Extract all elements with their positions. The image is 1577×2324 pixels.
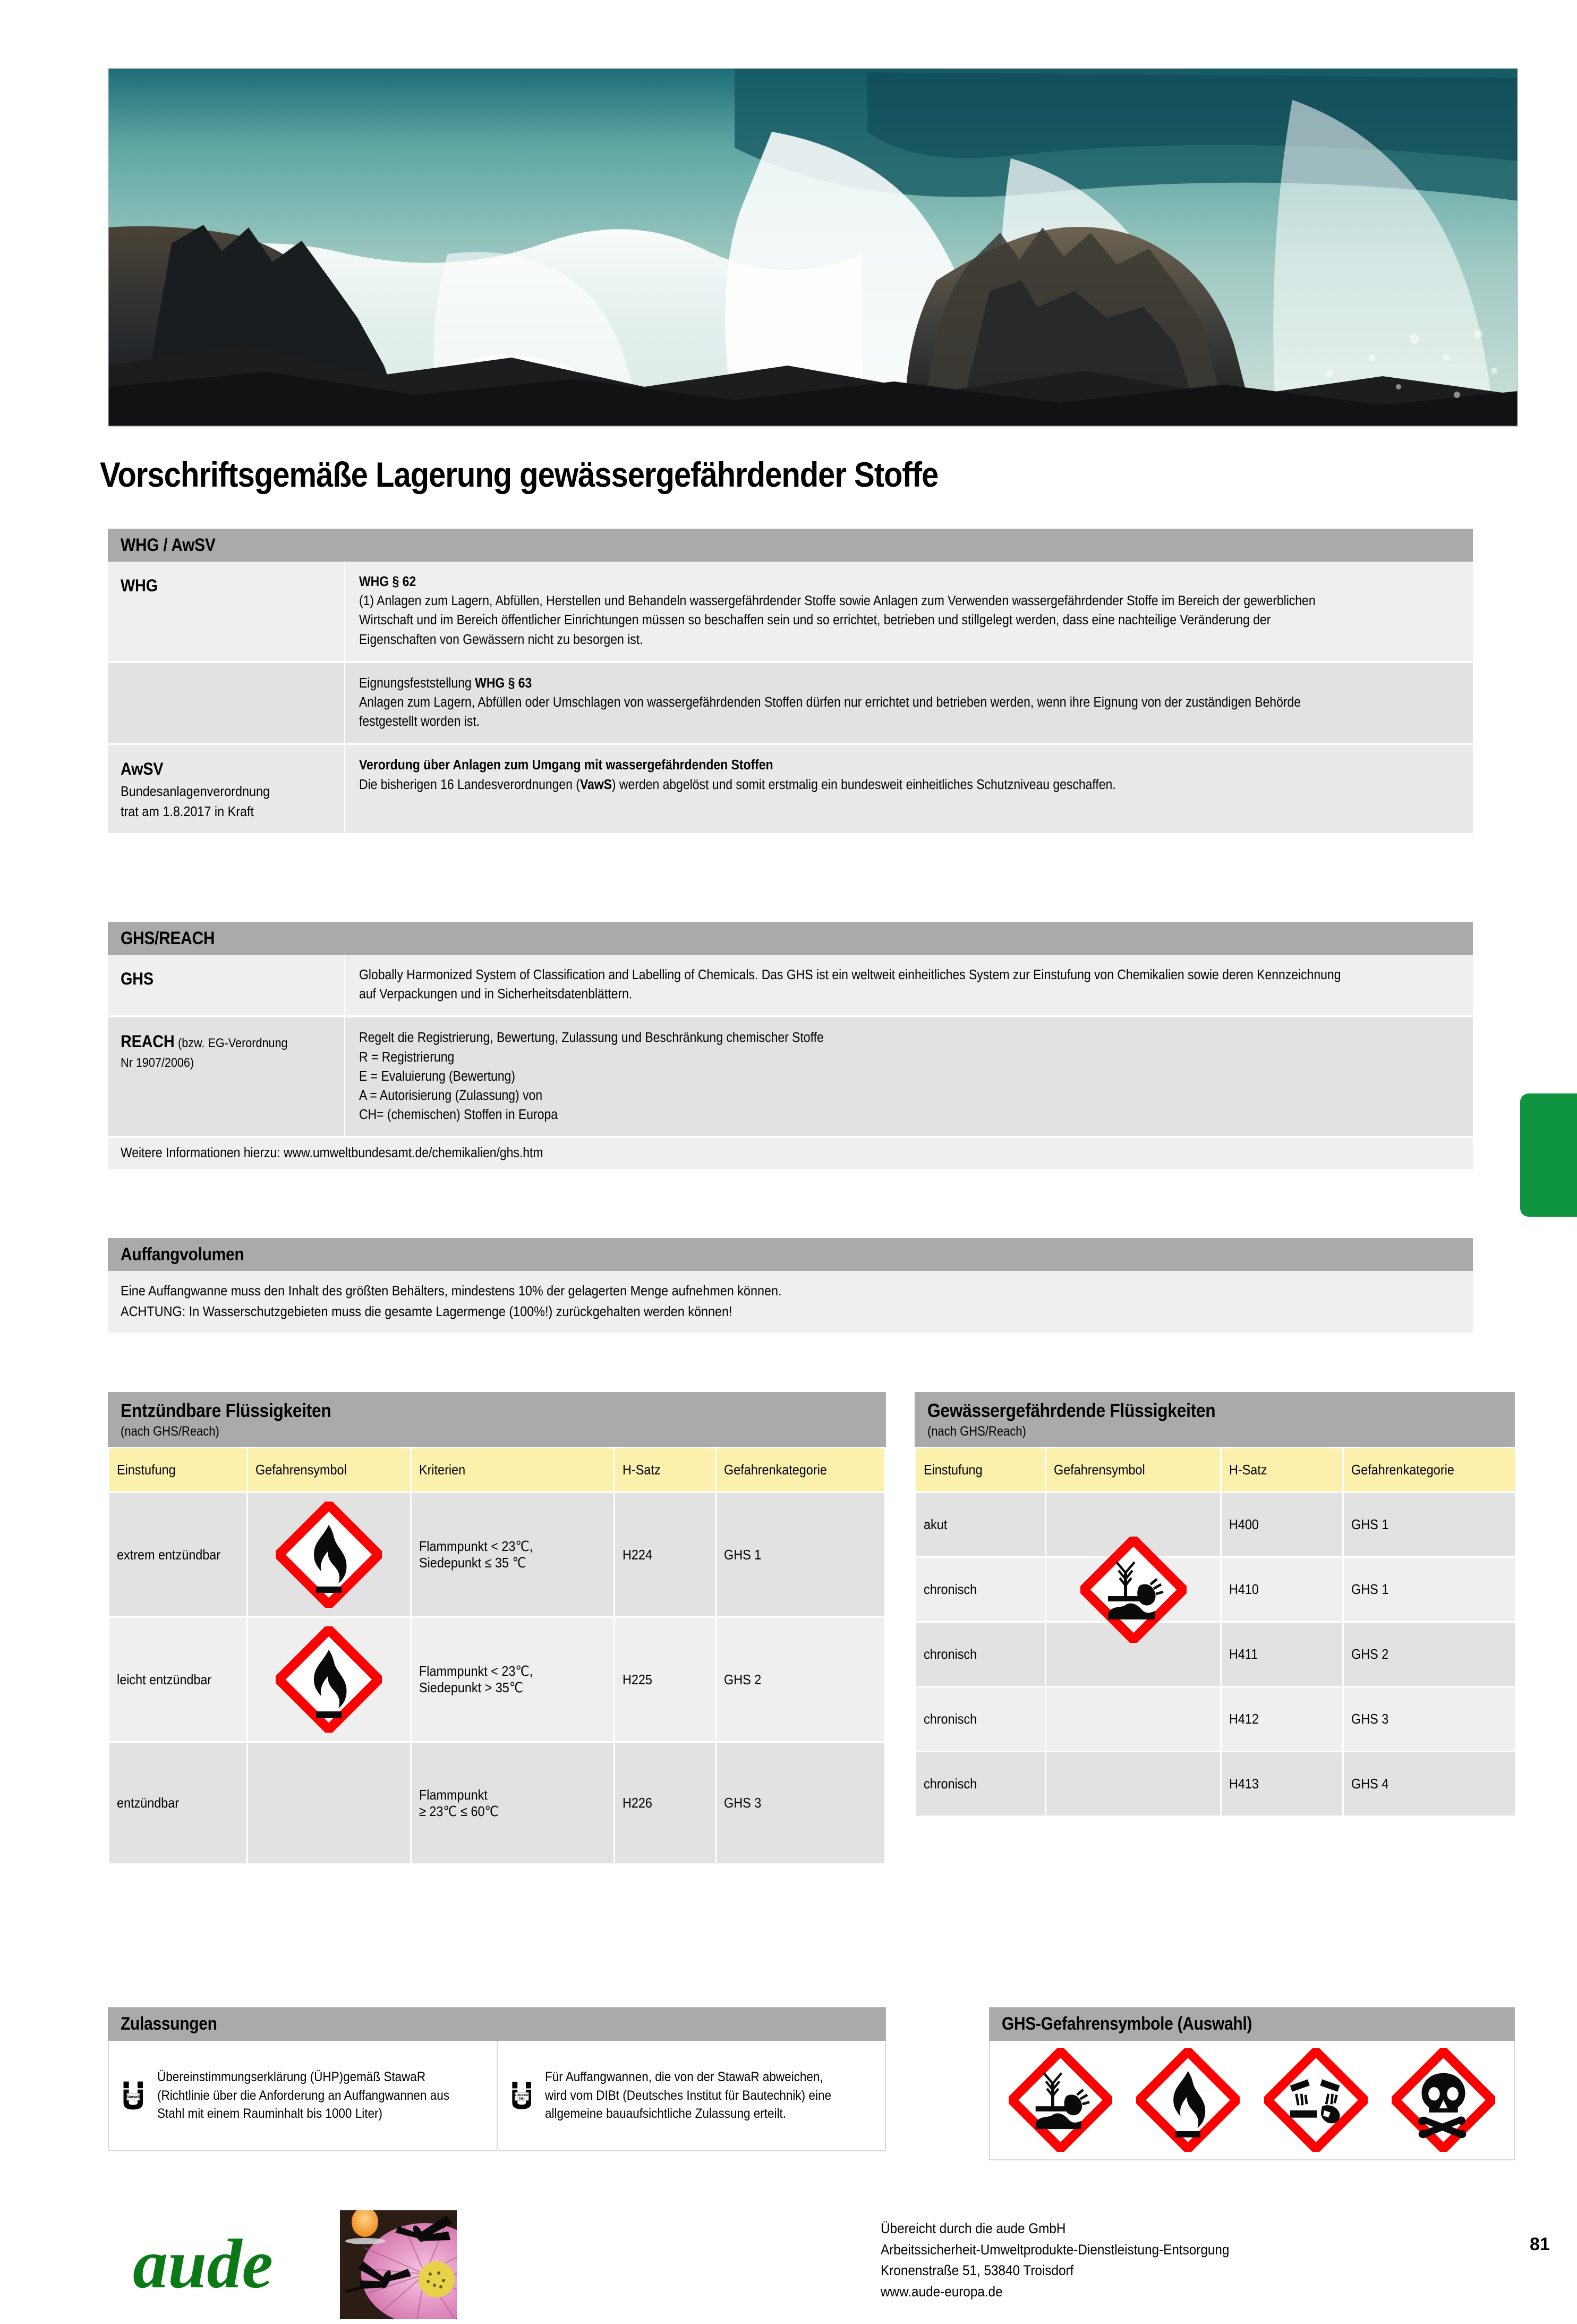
whg-63-heading-prefix: Eignungsfeststellung <box>359 675 475 691</box>
zulassungen-item-stawar <box>109 2041 497 2150</box>
awsv-label-cell <box>108 745 344 833</box>
cell-einstufung <box>916 1622 1046 1687</box>
cell-kategorie <box>1343 1492 1516 1557</box>
cell-einstufung-text: chronisch <box>924 1646 977 1662</box>
cell-kategorie-text: GHS 3 <box>1351 1711 1389 1727</box>
section-auffangvolumen <box>108 1238 1473 1333</box>
table-water-hazard-title: Gewässergefährdende Flüssigkeiten <box>927 1400 1216 1421</box>
section-ghs-symbols <box>989 2007 1515 2160</box>
col-gefahrensymbol <box>1046 1448 1221 1492</box>
cell-h-satz-text: H411 <box>1229 1646 1258 1662</box>
ghs05-corrosion-icon <box>1264 2048 1368 2152</box>
ghs02-flame-icon <box>255 1626 403 1733</box>
cell-kategorie-text: GHS 2 <box>1351 1646 1389 1662</box>
cell-kriterien-line-1: Flammpunkt < 23℃, <box>419 1538 533 1554</box>
section-header-ghs-symbols-label: GHS-Gefahrensymbole (Auswahl) <box>1002 2014 1252 2034</box>
col-h-satz-label: H-Satz <box>622 1462 661 1478</box>
cell-einstufung-text: chronisch <box>924 1711 977 1727</box>
reach-label-small: (bzw. EG-Verordnung <box>178 1036 288 1051</box>
reach-label: REACH <box>121 1032 175 1051</box>
col-kriterien <box>411 1448 614 1492</box>
awsv-sublabel-2: trat am 1.8.2017 in Kraft <box>121 803 254 819</box>
cell-kategorie <box>1343 1557 1516 1622</box>
cell-symbol <box>247 1617 411 1742</box>
reach-label-wrap <box>121 1029 313 1054</box>
section-header-ghs-reach <box>108 922 1473 955</box>
cell-kategorie <box>715 1492 885 1617</box>
ghs09-environment-icon <box>1009 2048 1112 2152</box>
col-kriterien-label: Kriterien <box>419 1462 465 1478</box>
cell-kategorie-text: GHS 1 <box>1351 1581 1389 1597</box>
zulassungen-body <box>108 2041 886 2151</box>
cell-kategorie-text: GHS 3 <box>723 1795 762 1811</box>
cell-einstufung <box>916 1687 1046 1752</box>
aude-logo-svg <box>127 2210 457 2319</box>
cell-kriterien-line-2: Siedepunkt ≤ 35 ℃ <box>419 1555 526 1571</box>
ghs-row <box>108 955 1473 1015</box>
zulassungen-item-dibt-text-wrap <box>545 2068 877 2123</box>
cell-kategorie <box>715 1617 885 1742</box>
cell-h-satz-text: H226 <box>622 1795 652 1811</box>
cell-kriterien <box>411 1742 614 1864</box>
footer-contact <box>881 2218 1268 2303</box>
ghs02-flame-icon-svg <box>276 1626 382 1733</box>
col-h-satz-label: H-Satz <box>1229 1462 1267 1478</box>
cell-einstufung-text: chronisch <box>924 1581 977 1597</box>
ghs-text: Globally Harmonized System of Classification and Labelling of Chemicals. Das GHS ist ein weltweit einheitliches System zur Einstufung von Chemikalien sowie deren Kennzeichnung auf Verpackungen und in Sicherheitsdatenblättern. <box>359 968 1341 1002</box>
table-row <box>109 1617 885 1742</box>
ghs-label: GHS <box>121 969 154 988</box>
awsv-text-pre: Die bisherigen 16 Landesverordnungen ( <box>359 777 580 792</box>
table-row <box>916 1687 1516 1752</box>
awsv-label: AwSV <box>121 759 164 779</box>
ghs-content-cell <box>344 955 1473 1015</box>
cell-symbol <box>247 1742 411 1864</box>
section-header-zulassungen-label: Zulassungen <box>121 2014 217 2034</box>
section-header-whg-awsv <box>108 529 1473 562</box>
reach-row <box>108 1017 1473 1136</box>
whg-63-block <box>359 674 1349 732</box>
cell-einstufung <box>109 1492 248 1617</box>
cell-h-satz <box>1221 1492 1343 1557</box>
cell-einstufung-text: akut <box>924 1516 948 1532</box>
ghs09-environment-icon <box>1080 1537 1187 1643</box>
reach-line-4: A = Autorisierung (Zulassung) von <box>359 1088 543 1104</box>
cell-kriterien-line-2: Siedepunkt > 35℃ <box>419 1680 523 1695</box>
col-gefahrensymbol <box>247 1448 411 1492</box>
aude-logo-flower <box>340 2210 457 2319</box>
awsv-content-cell <box>344 745 1473 833</box>
table-row <box>916 1622 1516 1687</box>
green-section-tab[interactable] <box>1520 1093 1577 1217</box>
table-flammable-header-row <box>109 1448 885 1492</box>
awsv-text-bold: VawS <box>579 777 612 792</box>
table-row <box>109 1492 885 1617</box>
col-h-satz <box>1221 1448 1343 1492</box>
table-flammable-grid <box>108 1447 886 1865</box>
ghs02-flame-icon <box>1136 2048 1240 2152</box>
cell-einstufung <box>916 1492 1046 1557</box>
reach-line-2: R = Registrierung <box>359 1049 455 1065</box>
table-flammable-subtitle: (nach GHS/Reach) <box>121 1424 219 1439</box>
table-flammable-title: Entzündbare Flüssigkeiten <box>121 1400 331 1421</box>
whg-row-whg-label-cell <box>108 562 344 661</box>
zulassungen-item-dibt-text: Für Auffangwannen, die von der StawaR abweichen, wird vom DIBt (Deutsches Institut für Bautechnik) eine allgemeine bauaufsichtliche Zulassung erteilt. <box>544 2069 831 2122</box>
section-zulassungen <box>108 2007 886 2151</box>
whg-row-awsv <box>108 745 1473 833</box>
table-water-hazard-header-row <box>916 1448 1516 1492</box>
col-gefahrenkategorie <box>715 1448 885 1492</box>
awsv-heading: Verordung über Anlagen zum Umgang mit wassergefährdenden Stoffen <box>359 758 773 773</box>
col-gefahrensymbol-label: Gefahrensymbol <box>1054 1462 1145 1478</box>
cell-einstufung-text: leicht entzündbar <box>117 1671 212 1687</box>
col-gefahrenkategorie <box>1343 1448 1516 1492</box>
whg-row-whg63-content-cell <box>344 663 1473 743</box>
whg-63-heading-bold: WHG § 63 <box>475 675 532 691</box>
table-flammable-liquids <box>108 1392 886 1865</box>
cell-einstufung <box>109 1617 248 1742</box>
cell-kategorie <box>1343 1752 1516 1817</box>
col-einstufung-label: Einstufung <box>117 1462 176 1478</box>
cell-h-satz-text: H412 <box>1229 1711 1259 1727</box>
section-header-whg-awsv-label: WHG / AwSV <box>121 535 216 555</box>
awsv-sublabel-1: Bundesanlagenverordnung <box>121 783 270 799</box>
reach-line-3: E = Evaluierung (Bewertung) <box>359 1068 516 1084</box>
zulassungen-item-stawar-text: Übereinstimmungserklärung (ÜHP)gemäß StawaR (Richtlinie über die Anforderung an Auffangwannen aus Stahl mit einem Rauminhalt bis 1000 Liter) <box>157 2069 449 2122</box>
hero-photo-wave <box>108 68 1518 427</box>
col-gefahrenkategorie-label: Gefahrenkategorie <box>1351 1462 1454 1478</box>
cell-h-satz <box>614 1742 715 1864</box>
cell-h-satz <box>614 1617 715 1742</box>
col-gefahrenkategorie-label: Gefahrenkategorie <box>723 1462 827 1478</box>
cell-einstufung-text: extrem entzündbar <box>117 1546 221 1563</box>
reach-line-5: CH= (chemischen) Stoffen in Europa <box>359 1107 558 1123</box>
section-header-ghs-symbols <box>989 2007 1515 2041</box>
cell-kategorie <box>715 1742 885 1864</box>
cell-kriterien <box>411 1617 614 1742</box>
cell-symbol <box>1046 1557 1221 1622</box>
table-row <box>916 1492 1516 1557</box>
whg-label: WHG <box>121 576 158 595</box>
cell-h-satz <box>1221 1622 1343 1687</box>
whg-63-heading <box>359 674 1349 693</box>
reach-line-1: Regelt die Registrierung, Bewertung, Zulassung und Beschränkung chemischer Stoffe <box>359 1030 824 1046</box>
cell-kategorie-text: GHS 2 <box>723 1671 762 1687</box>
ghs-further-info <box>108 1138 1473 1169</box>
cell-h-satz-text: H225 <box>622 1671 652 1687</box>
cell-kategorie-text: GHS 1 <box>1351 1516 1389 1532</box>
ghs-further-info-text: Weitere Informationen hierzu: www.umweltbundesamt.de/chemikalien/ghs.htm <box>121 1146 543 1161</box>
page-number: 81 <box>1530 2234 1550 2254</box>
col-h-satz <box>614 1448 715 1492</box>
ue-mark-stawar-label: StawaR <box>126 2094 141 2100</box>
cell-h-satz <box>1221 1752 1343 1817</box>
whg-row-whg63 <box>108 663 1473 743</box>
cell-h-satz <box>1221 1557 1343 1622</box>
awsv-text <box>359 775 1349 794</box>
whg-row-whg-content-cell <box>344 562 1473 661</box>
page-title: Vorschriftsgemäße Lagerung gewässergefährdender Stoffe <box>100 455 939 494</box>
whg-63-text: Anlagen zum Lagern, Abfüllen oder Umschlagen von wassergefährdenden Stoffen dürfen nur errichtet und betrieben werden, wenn ihre Eignung von der zuständigen Behörde festgestellt worden ist. <box>359 695 1301 730</box>
table-row <box>916 1752 1516 1817</box>
ghs-label-cell <box>108 955 344 1015</box>
whg-row-whg63-label-cell <box>108 663 344 743</box>
table-water-hazard-liquids <box>915 1392 1515 1817</box>
ghs02-flame-icon <box>255 1502 403 1608</box>
ue-mark-dibt-label-2: DIBt <box>518 2097 525 2101</box>
auffangvolumen-line-1: Eine Auffangwanne muss den Inhalt des größten Behälters, mindestens 10% der gelagerten Menge aufnehmen können. <box>121 1283 782 1299</box>
table-flammable-header <box>108 1392 886 1447</box>
cell-h-satz-text: H400 <box>1229 1516 1259 1532</box>
whg-62-text: (1) Anlagen zum Lagern, Abfüllen, Herstellen und Behandeln wassergefährdender Stoffe sowie Anlagen zum Verwenden wassergefährdender Stoffe im Bereich der gewerblichen Wirtschaft und im Bereich öffentlicher Einrichtungen müssen so beschaffen sein und so errichtet, betrieben und stillgelegt werden, dass eine nachteilige Veränderung der Eigenschaften von Gewässern nicht zu besorgen ist. <box>359 593 1316 647</box>
whg-62-block <box>359 572 1349 649</box>
ghs-symbols-row <box>989 2041 1515 2160</box>
reach-label-cell <box>108 1017 344 1136</box>
ghs06-skull-icon <box>1392 2048 1495 2152</box>
hero-photo-illustration <box>108 68 1518 427</box>
cell-symbol <box>1046 1752 1221 1817</box>
footer-line-4: www.aude-europa.de <box>881 2284 1003 2300</box>
cell-einstufung-text: entzündbar <box>117 1795 180 1811</box>
section-ghs-reach <box>108 922 1473 1169</box>
cell-einstufung-text: chronisch <box>924 1776 977 1792</box>
zulassungen-item-stawar-text-wrap <box>157 2068 489 2123</box>
whg-row-whg <box>108 562 1473 661</box>
section-header-auffangvolumen <box>108 1238 1473 1271</box>
table-water-hazard-subtitle: (nach GHS/Reach) <box>927 1424 1026 1439</box>
ue-mark-dibt-icon <box>508 2050 538 2141</box>
cell-kriterien-line-2: ≥ 23℃ ≤ 60℃ <box>419 1803 499 1819</box>
aude-logo <box>127 2210 457 2319</box>
ue-mark-stawar-icon <box>120 2050 150 2141</box>
cell-kategorie <box>1343 1622 1516 1687</box>
cell-symbol <box>1046 1687 1221 1752</box>
aude-logo-text: aude <box>133 2225 273 2303</box>
cell-kriterien <box>411 1492 614 1617</box>
cell-h-satz-text: H410 <box>1229 1581 1259 1597</box>
col-einstufung-label: Einstufung <box>924 1462 983 1478</box>
footer-line-1: Übereicht durch die aude GmbH <box>881 2220 1066 2236</box>
cell-kriterien-line-1: Flammpunkt < 23℃, <box>419 1663 533 1679</box>
col-gefahrensymbol-label: Gefahrensymbol <box>255 1462 347 1478</box>
cell-h-satz <box>1221 1687 1343 1752</box>
ghs02-flame-icon-svg <box>276 1502 382 1608</box>
whg-62-heading: WHG § 62 <box>359 574 416 589</box>
section-header-zulassungen <box>108 2007 886 2041</box>
cell-h-satz-text: H413 <box>1229 1776 1259 1792</box>
table-water-hazard-header <box>915 1392 1515 1447</box>
cell-h-satz-text: H224 <box>622 1546 652 1563</box>
auffangvolumen-line-2: ACHTUNG: In Wasserschutzgebieten muss die gesamte Lagermenge (100%!) zurückgehalten werden können! <box>121 1303 732 1319</box>
auffangvolumen-body <box>108 1271 1473 1333</box>
ue-mark-dibt-label-1: Z-38.5-102 <box>514 2094 528 2098</box>
awsv-text-post: ) werden abgelöst und somit erstmalig ein bundesweit einheitliches Schutzniveau geschaffen. <box>611 777 1116 792</box>
section-header-ghs-reach-label: GHS/REACH <box>121 928 215 948</box>
cell-kategorie-text: GHS 4 <box>1351 1776 1389 1792</box>
cell-einstufung <box>916 1557 1046 1622</box>
table-row <box>109 1742 885 1864</box>
cell-einstufung <box>916 1752 1046 1817</box>
reach-content-cell <box>344 1017 1473 1136</box>
ghs09-environment-icon-svg <box>1080 1537 1187 1643</box>
cell-einstufung <box>109 1742 248 1864</box>
cell-symbol <box>247 1492 411 1617</box>
footer-line-3: Kronenstraße 51, 53840 Troisdorf <box>881 2262 1074 2279</box>
table-row <box>916 1557 1516 1622</box>
cell-kriterien-line-1: Flammpunkt <box>419 1786 488 1803</box>
cell-kategorie <box>1343 1687 1516 1752</box>
footer-line-2: Arbeitssicherheit-Umweltprodukte-Dienstleistung-Entsorgung <box>881 2241 1230 2258</box>
col-einstufung <box>109 1448 248 1492</box>
col-einstufung <box>916 1448 1046 1492</box>
section-whg-awsv <box>108 529 1473 833</box>
reach-label-small-2: Nr 1907/2006) <box>121 1055 194 1070</box>
zulassungen-item-dibt <box>497 2041 885 2150</box>
table-water-hazard-grid <box>915 1447 1516 1817</box>
cell-kategorie-text: GHS 1 <box>723 1546 762 1563</box>
section-header-auffangvolumen-label: Auffangvolumen <box>121 1244 244 1265</box>
cell-h-satz <box>614 1492 715 1617</box>
